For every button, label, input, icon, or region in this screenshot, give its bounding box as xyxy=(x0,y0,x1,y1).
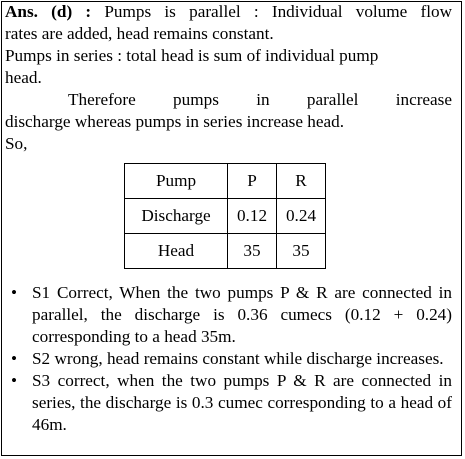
bullet-icon: • xyxy=(11,349,18,368)
answer-line-4: head. xyxy=(5,68,42,87)
answer-line-3: Pumps in series : total head is sum of individual pump xyxy=(5,46,379,65)
table-row xyxy=(125,199,326,234)
answer-line-1 xyxy=(5,1,452,23)
table-header-cell: Pump xyxy=(125,164,228,199)
pump-table xyxy=(124,163,326,269)
list-item xyxy=(5,282,452,348)
list-item-text: S2 wrong, head remains constant while discharge increases. xyxy=(32,349,444,368)
table-row xyxy=(125,234,326,269)
answer-label: Ans. (d) : xyxy=(5,2,92,21)
bullet-icon: • xyxy=(11,371,18,390)
answer-line-2: rates are added, head remains constant. xyxy=(5,24,274,43)
table-cell: 35 xyxy=(228,234,277,269)
table-cell: 35 xyxy=(277,234,326,269)
list-item-text: S1 Correct, When the two pumps P & R are connected in parallel, the discharge is 0.36 cumecs (0.12 + 0.24) corresponding to a head 35m. xyxy=(32,283,452,346)
bullet-icon: • xyxy=(11,283,18,302)
list-item xyxy=(5,370,452,436)
table-header-cell: P xyxy=(228,164,277,199)
statement-list xyxy=(5,282,452,436)
table-cell: Discharge xyxy=(125,199,228,234)
answer-line-5: Therefore pumps in parallel increase xyxy=(68,90,452,109)
list-item xyxy=(5,348,452,370)
answer-text xyxy=(5,1,452,155)
table-cell: 0.12 xyxy=(228,199,277,234)
table-header-cell: R xyxy=(277,164,326,199)
list-item-text: S3 correct, when the two pumps P & R are connected in series, the discharge is 0.3 cumec corresponding to a head of 46m. xyxy=(32,371,452,434)
table-cell: Head xyxy=(125,234,228,269)
answer-line-7: So, xyxy=(5,134,28,153)
answer-line-6: discharge whereas pumps in series increase head. xyxy=(5,112,345,131)
table-cell: 0.24 xyxy=(277,199,326,234)
answer-line-1-text: Pumps is parallel : Individual volume flow xyxy=(104,2,453,21)
table-header-row xyxy=(125,164,326,199)
